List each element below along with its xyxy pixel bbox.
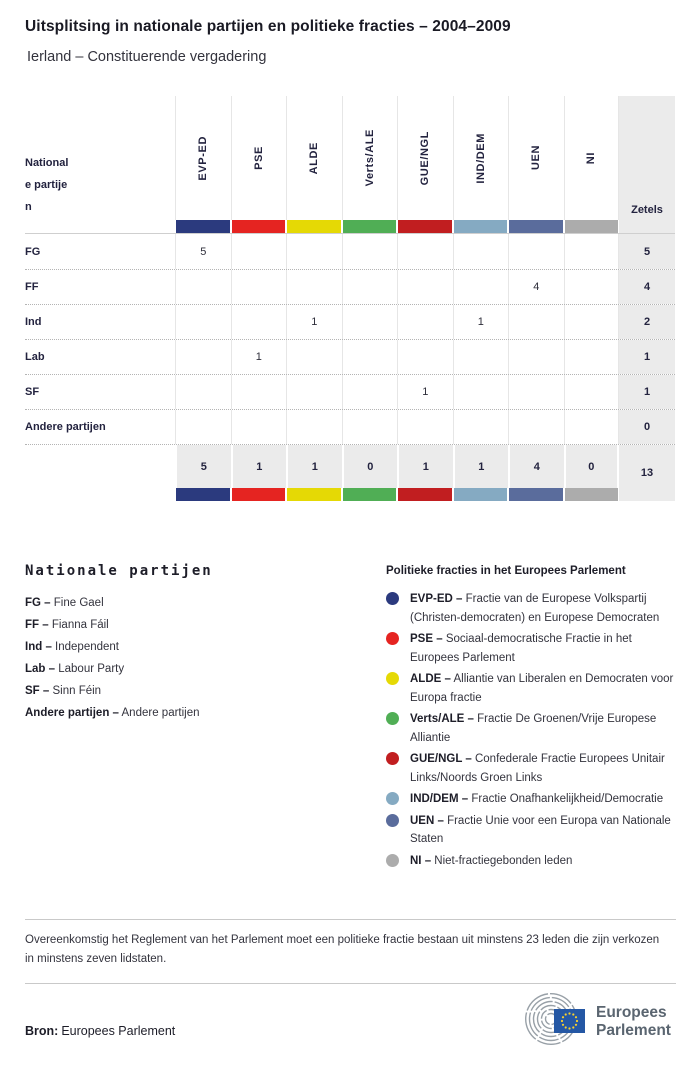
legend-item: FF – Fianna Fáil xyxy=(25,619,109,631)
corner-cell xyxy=(25,96,175,220)
color-band-alde xyxy=(287,220,341,233)
legend-item: FG – Fine Gael xyxy=(25,597,104,609)
table-cell: 1 xyxy=(453,305,509,339)
row-label: FF xyxy=(25,281,39,293)
table-cell xyxy=(508,375,564,409)
table-cell xyxy=(175,375,231,409)
footnote-text: Overeenkomstig het Reglement van het Parlement moet een politieke fractie bestaan uit minstens 23 leden die zijn verkozen in minstens zeven lidstaten. xyxy=(25,934,660,965)
table-row-fg xyxy=(25,234,675,269)
row-label: SF xyxy=(25,386,40,398)
table-cell xyxy=(342,305,398,339)
legend-item-text: ALDE – Alliantie van Liberalen en Democraten voor Europa fractie xyxy=(410,673,674,704)
european-parliament-logo xyxy=(518,993,676,1050)
group-color-dot xyxy=(386,854,399,867)
column-header-label: IND/DEM xyxy=(474,132,487,184)
table-cell xyxy=(231,305,287,339)
table-cell xyxy=(453,234,509,269)
table-cell xyxy=(397,340,453,374)
column-header-label: ALDE xyxy=(308,141,321,175)
legend-item: Ind – Independent xyxy=(25,641,119,653)
european-parliament-logo-svg xyxy=(518,993,676,1045)
seats-cell: 2 xyxy=(619,305,675,339)
column-header-gue-ngl xyxy=(397,96,453,220)
national-parties-legend xyxy=(25,563,386,873)
table-cell xyxy=(453,410,509,444)
footnote-block xyxy=(25,919,676,984)
table-cell xyxy=(508,305,564,339)
logo-text-line1: Europees xyxy=(596,1004,667,1021)
table-cell xyxy=(342,375,398,409)
color-band-gue-ngl xyxy=(398,220,452,233)
table-cell xyxy=(564,410,620,444)
table-row-sf xyxy=(25,374,675,409)
column-header-label: NI xyxy=(585,151,598,165)
legend-item xyxy=(386,750,676,787)
color-band-ni xyxy=(565,488,619,501)
table-cell: 5 xyxy=(175,234,231,269)
table-cell xyxy=(508,410,564,444)
table-row-ind xyxy=(25,304,675,339)
source-label: Bron: xyxy=(25,1023,59,1038)
column-header-alde xyxy=(286,96,342,220)
total-cell: 5 xyxy=(175,445,231,488)
table-cell: 1 xyxy=(397,375,453,409)
legend-item xyxy=(386,670,676,707)
table-cell xyxy=(342,270,398,304)
legend-item-text: NI – Niet-fractiegebonden leden xyxy=(410,854,573,867)
logo-wordmark xyxy=(596,1004,671,1039)
legend-item xyxy=(386,790,676,809)
table-header xyxy=(25,96,675,234)
table-cell xyxy=(397,270,453,304)
column-header-pse xyxy=(231,96,287,220)
legend-item: Andere partijen – Andere partijen xyxy=(25,707,200,719)
table-cell xyxy=(175,340,231,374)
row-label: FG xyxy=(25,245,41,258)
row-label: Lab xyxy=(25,351,45,363)
table-cell xyxy=(231,410,287,444)
table-cell xyxy=(342,340,398,374)
group-color-dot xyxy=(386,712,399,725)
column-header-label: UEN xyxy=(530,145,543,171)
color-band-evp-ed xyxy=(176,220,230,233)
table-cell xyxy=(286,234,342,269)
color-band-evp-ed xyxy=(176,488,230,501)
total-cell: 1 xyxy=(453,445,509,488)
total-row-spacer xyxy=(25,445,175,488)
total-cell: 1 xyxy=(231,445,287,488)
table-cell xyxy=(342,410,398,444)
column-header-label: GUE/NGL xyxy=(419,130,432,186)
band-spacer xyxy=(25,220,175,233)
column-header-ind-dem xyxy=(453,96,509,220)
table-cell xyxy=(564,234,620,269)
column-header-verts-ale xyxy=(342,96,398,220)
source-row xyxy=(25,993,676,1050)
group-color-dot xyxy=(386,672,399,685)
logo-text-line2: Parlement xyxy=(596,1022,671,1039)
table-cell xyxy=(453,270,509,304)
source-text xyxy=(25,1024,175,1038)
column-header-label: Verts/ALE xyxy=(363,129,376,187)
color-band-ind-dem xyxy=(454,488,508,501)
table-cell xyxy=(175,305,231,339)
table-cell xyxy=(175,270,231,304)
table-cell xyxy=(397,234,453,269)
row-label: Andere partijen xyxy=(25,421,106,433)
legend-item: SF – Sinn Féin xyxy=(25,685,102,697)
seats-cell: 5 xyxy=(619,234,675,269)
legend-item-text: GUE/NGL – Confederale Fractie Europees Unitair Links/Noords Groen Links xyxy=(410,753,665,784)
page-title: Uitsplitsing in nationale partijen en politieke fracties – 2004–2009 xyxy=(25,18,511,35)
table-cell xyxy=(453,375,509,409)
legend-item-text: IND/DEM – Fractie Onafhankelijkheid/Democratie xyxy=(410,793,664,805)
legend-item: Lab – Labour Party xyxy=(25,663,125,675)
political-fractions-heading: Politieke fracties in het Europees Parlement xyxy=(386,565,626,577)
seats-total-cell: 13 xyxy=(619,445,675,501)
legend-item-text: UEN – Fractie Unie voor een Europa van Nationale Staten xyxy=(410,814,671,845)
total-cell: 0 xyxy=(342,445,398,488)
table-cell xyxy=(397,410,453,444)
total-cell: 1 xyxy=(397,445,453,488)
source-value: Europees Parlement xyxy=(61,1023,176,1038)
table-cell xyxy=(231,375,287,409)
seats-cell: 1 xyxy=(619,340,675,374)
table-cell xyxy=(508,340,564,374)
table-cell xyxy=(286,375,342,409)
table-cell: 1 xyxy=(286,305,342,339)
legend-item-text: Verts/ALE – Fractie De Groenen/Vrije Europese Alliantie xyxy=(410,713,657,744)
legend-item xyxy=(386,590,676,627)
color-band-ind-dem xyxy=(454,220,508,233)
column-header-uen xyxy=(508,96,564,220)
row-label: Ind xyxy=(25,316,42,328)
political-fractions-items xyxy=(386,590,676,870)
national-parties-items xyxy=(25,592,386,724)
seats-cell: 1 xyxy=(619,375,675,409)
legend-item xyxy=(386,852,676,871)
legend-section xyxy=(25,563,676,873)
total-cell: 0 xyxy=(564,445,620,488)
seats-column-header: Zetels xyxy=(619,96,675,233)
color-band-ni xyxy=(565,220,619,233)
legend-item-text: PSE – Sociaal-democratische Fractie in het Europees Parlement xyxy=(410,633,632,664)
column-header-label: PSE xyxy=(252,146,265,170)
table-row-ff xyxy=(25,269,675,304)
seats-cell: 4 xyxy=(619,270,675,304)
table-cell xyxy=(342,234,398,269)
table-cell: 4 xyxy=(508,270,564,304)
color-band-uen xyxy=(509,488,563,501)
group-color-dot xyxy=(386,592,399,605)
table-cell xyxy=(286,410,342,444)
national-parties-heading: Nationale partijen xyxy=(25,563,213,579)
group-color-dot xyxy=(386,632,399,645)
table-cell xyxy=(564,375,620,409)
page-subtitle: Ierland – Constituerende vergadering xyxy=(27,49,267,65)
table-cell xyxy=(453,340,509,374)
table-cell xyxy=(231,234,287,269)
table-cell xyxy=(397,305,453,339)
table-cell xyxy=(175,410,231,444)
table-cell xyxy=(564,270,620,304)
corner-label: Nationale partijen xyxy=(25,157,69,213)
group-color-dot xyxy=(386,792,399,805)
group-color-dot xyxy=(386,752,399,765)
table-cell xyxy=(231,270,287,304)
table-cell xyxy=(286,270,342,304)
color-band-alde xyxy=(287,488,341,501)
legend-item xyxy=(386,710,676,747)
column-header-label: EVP-ED xyxy=(197,135,210,181)
table-cell xyxy=(564,340,620,374)
political-fractions-legend xyxy=(386,563,676,873)
table-cell xyxy=(286,340,342,374)
column-header-ni xyxy=(564,96,620,220)
total-cell: 4 xyxy=(508,445,564,488)
table-row-lab xyxy=(25,339,675,374)
legend-item xyxy=(386,630,676,667)
band-spacer xyxy=(25,488,175,501)
table-total-row xyxy=(25,444,675,501)
table-row-andere-partijen xyxy=(25,409,675,444)
party-fraction-table xyxy=(25,96,675,501)
color-band-gue-ngl xyxy=(398,488,452,501)
column-header-evp-ed xyxy=(175,96,231,220)
legend-item-text: EVP-ED – Fractie van de Europese Volkspartij (Christen-democraten) en Europese Democraten xyxy=(410,593,660,624)
table-cell xyxy=(564,305,620,339)
table-cell xyxy=(508,234,564,269)
legend-item xyxy=(386,812,676,849)
color-band-pse xyxy=(232,220,286,233)
color-band-uen xyxy=(509,220,563,233)
seats-cell: 0 xyxy=(619,410,675,444)
table-cell: 1 xyxy=(231,340,287,374)
color-band-pse xyxy=(232,488,286,501)
color-band-verts-ale xyxy=(343,488,397,501)
table-body xyxy=(25,234,675,444)
total-cell: 1 xyxy=(286,445,342,488)
group-color-dot xyxy=(386,814,399,827)
color-band-verts-ale xyxy=(343,220,397,233)
